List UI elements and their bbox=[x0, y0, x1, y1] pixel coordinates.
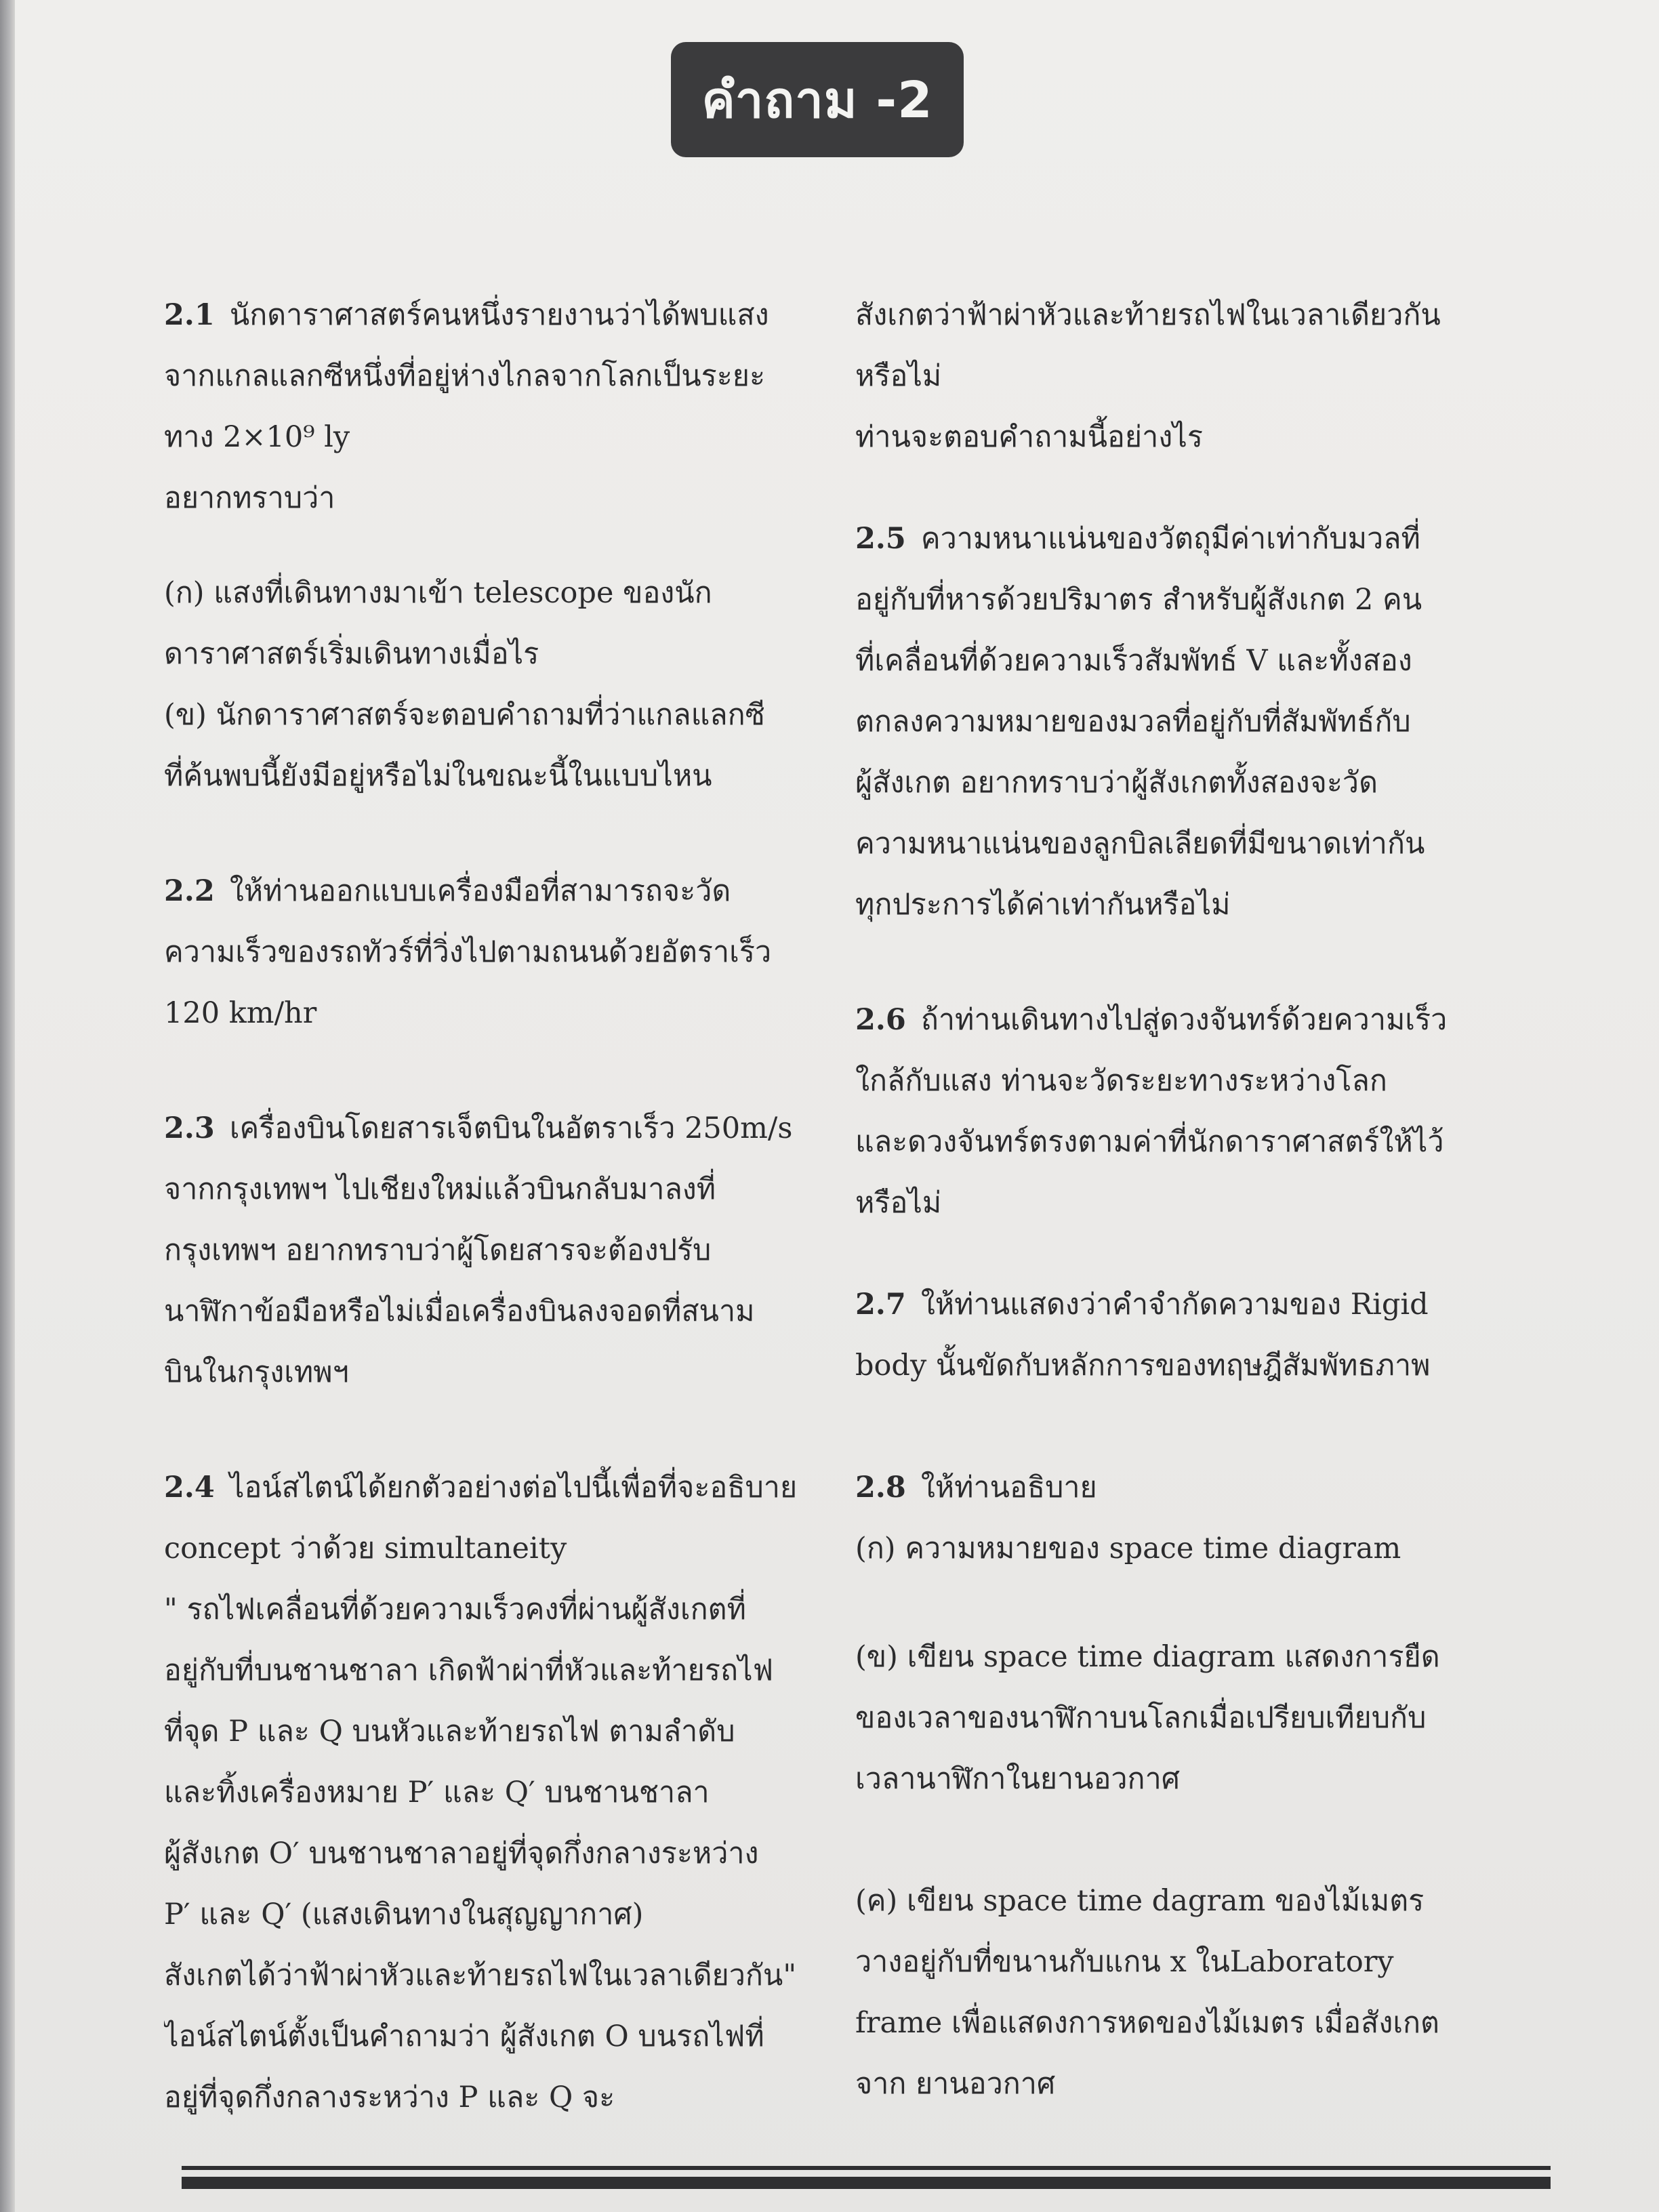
text-line bbox=[164, 346, 842, 407]
question-line bbox=[855, 1274, 1533, 1335]
text-line bbox=[855, 874, 1533, 935]
text-line bbox=[164, 1342, 842, 1403]
text-line bbox=[164, 1762, 842, 1823]
text-line bbox=[855, 285, 1533, 346]
line-text: (ค) เขียน space time dagram ของไม้เมตร bbox=[855, 1884, 1425, 1918]
line-text: ของเวลาของนาฬิกาบนโลกเมื่อเปรียบเทียบกับ bbox=[855, 1701, 1427, 1735]
line-text: กรุงเทพฯ อยากทราบว่าผู้โดยสารจะต้องปรับ bbox=[164, 1233, 712, 1267]
line-text: ท่านจะตอบคำถามนี้อย่างไร bbox=[855, 420, 1203, 454]
text-line bbox=[164, 623, 842, 684]
line-text: และดวงจันทร์ตรงตามค่าที่นักดาราศาสตร์ให้ไว้ bbox=[855, 1125, 1444, 1159]
question-line bbox=[164, 1457, 842, 1518]
question-number: 2.8 bbox=[855, 1471, 906, 1504]
line-text: P′ และ Q′ (แสงเดินทางในสุญญากาศ) bbox=[164, 1898, 644, 1931]
line-text: ตกลงความหมายของมวลที่อยู่กับที่สัมพัทธ์กับ bbox=[855, 705, 1411, 739]
line-text: หรือไม่ bbox=[855, 1186, 942, 1220]
line-text: อยากทราบว่า bbox=[164, 481, 335, 515]
question-line bbox=[164, 285, 842, 346]
text-line bbox=[164, 1701, 842, 1762]
line-text: เวลานาฬิกาในยานอวกาศ bbox=[855, 1762, 1181, 1796]
line-text: ที่จุด P และ Q บนหัวและท้ายรถไฟ ตามลำดับ bbox=[164, 1715, 735, 1748]
text-line bbox=[164, 745, 842, 806]
text-line bbox=[855, 1050, 1533, 1111]
text-line bbox=[164, 1281, 842, 1342]
text-line bbox=[855, 752, 1533, 813]
line-text: ไอน์สไตน์ได้ยกตัวอย่างต่อไปนี้เพื่อที่จะอธิบาย bbox=[229, 1471, 798, 1504]
text-line bbox=[855, 1992, 1533, 2053]
text-line bbox=[164, 1159, 842, 1220]
text-line bbox=[855, 1687, 1533, 1748]
text-line bbox=[855, 407, 1533, 468]
line-text: นาฬิกาข้อมือหรือไม่เมื่อเครื่องบินลงจอดที่สนาม bbox=[164, 1294, 755, 1328]
line-text: อยู่ที่จุดกึ่งกลางระหว่าง P และ Q จะ bbox=[164, 2081, 615, 2114]
line-text: จากกรุงเทพฯ ไปเชียงใหม่แล้วบินกลับมาลงที่ bbox=[164, 1172, 716, 1206]
line-text: 120 km/hr bbox=[164, 996, 317, 1030]
footer-rule-thick bbox=[182, 2177, 1551, 2189]
line-text: หรือไม่ bbox=[855, 359, 942, 393]
line-text: ถ้าท่านเดินทางไปสู่ดวงจันทร์ด้วยความเร็ว bbox=[920, 1003, 1448, 1037]
text-line bbox=[164, 922, 842, 983]
line-text: body นั้นขัดกับหลักการของทฤษฎีสัมพัทธภาพ bbox=[855, 1349, 1431, 1382]
line-text: และทิ้งเครื่องหมาย P′ และ Q′ บนชานชาลา bbox=[164, 1776, 710, 1809]
text-line bbox=[164, 684, 842, 745]
text-line bbox=[164, 468, 842, 529]
text-line bbox=[855, 1172, 1533, 1233]
text-line bbox=[855, 2053, 1533, 2114]
line-text: นักดาราศาสตร์คนหนึ่งรายงานว่าได้พบแสง bbox=[229, 298, 769, 332]
line-text: ความเร็วของรถทัวร์ที่วิ่งไปตามถนนด้วยอัตราเร็ว bbox=[164, 935, 772, 969]
line-text: ผู้สังเกต O′ บนชานชาลาอยู่ที่จุดกึ่งกลางระหว่าง bbox=[164, 1837, 759, 1870]
question-number: 2.2 bbox=[164, 874, 215, 908]
line-text: ทุกประการได้ค่าเท่ากันหรือไม่ bbox=[855, 888, 1231, 922]
text-line bbox=[164, 1640, 842, 1701]
question-number: 2.6 bbox=[855, 1003, 906, 1037]
question-number: 2.3 bbox=[164, 1111, 215, 1145]
line-text: ให้ท่านออกแบบเครื่องมือที่สามารถจะวัด bbox=[229, 874, 731, 908]
book-spine-shadow bbox=[0, 0, 15, 2212]
question-number: 2.4 bbox=[164, 1471, 215, 1504]
text-line bbox=[164, 1945, 842, 2006]
text-line bbox=[855, 691, 1533, 752]
line-text: ผู้สังเกต อยากทราบว่าผู้สังเกตทั้งสองจะวัด bbox=[855, 766, 1378, 800]
text-line bbox=[164, 1884, 842, 1945]
text-line bbox=[164, 1518, 842, 1579]
text-line bbox=[164, 1823, 842, 1884]
footer-rule-thin bbox=[182, 2166, 1551, 2170]
text-line bbox=[164, 1220, 842, 1281]
text-line bbox=[164, 2006, 842, 2067]
line-text: สังเกตได้ว่าฟ้าผ่าหัวและท้ายรถไฟในเวลาเดียวกัน" bbox=[164, 1959, 797, 1992]
text-line bbox=[855, 1870, 1533, 1931]
line-text: frame เพื่อแสดงการหดของไม้เมตร เมื่อสังเกต bbox=[855, 2006, 1439, 2040]
text-line bbox=[164, 562, 842, 623]
line-text: อยู่กับที่บนชานชาลา เกิดฟ้าผ่าที่หัวและท้ายรถไฟ bbox=[164, 1654, 774, 1687]
line-text: ทาง 2×10⁹ ly bbox=[164, 420, 350, 454]
line-text: ให้ท่านแสดงว่าคำจำกัดความของ Rigid bbox=[920, 1288, 1429, 1322]
line-text: บินในกรุงเทพฯ bbox=[164, 1355, 349, 1389]
text-line bbox=[855, 1748, 1533, 1809]
question-line bbox=[855, 1457, 1533, 1518]
line-text: (ข) เขียน space time diagram แสดงการยืด bbox=[855, 1640, 1440, 1674]
question-line bbox=[164, 1098, 842, 1159]
line-text: สังเกตว่าฟ้าผ่าหัวและท้ายรถไฟในเวลาเดียวกัน bbox=[855, 298, 1441, 332]
line-text: ความหนาแน่นของวัตถุมีค่าเท่ากับมวลที่ bbox=[920, 522, 1420, 556]
line-text: วางอยู่กับที่ขนานกับแกน x ในLaboratory bbox=[855, 1945, 1394, 1979]
question-line bbox=[855, 989, 1533, 1050]
line-text: ที่ค้นพบนี้ยังมีอยู่หรือไม่ในขณะนี้ในแบบไหน bbox=[164, 759, 712, 793]
text-line bbox=[855, 630, 1533, 691]
line-text: (ข) นักดาราศาสตร์จะตอบคำถามที่ว่าแกลแลกซี bbox=[164, 698, 765, 732]
text-line bbox=[855, 569, 1533, 630]
line-text: ให้ท่านอธิบาย bbox=[920, 1471, 1097, 1504]
line-text: เครื่องบินโดยสารเจ็ตบินในอัตราเร็ว 250m/s bbox=[229, 1111, 793, 1145]
text-line bbox=[855, 1518, 1533, 1579]
line-text: " รถไฟเคลื่อนที่ด้วยความเร็วคงที่ผ่านผู้สังเกตที่ bbox=[164, 1593, 746, 1626]
text-line bbox=[164, 2067, 842, 2128]
line-text: จากแกลแลกซีหนึ่งที่อยู่ห่างไกลจากโลกเป็นระยะ bbox=[164, 359, 766, 393]
line-text: ไอน์สไตน์ตั้งเป็นคำถามว่า ผู้สังเกต O บนรถไฟที่ bbox=[164, 2020, 764, 2053]
line-text: ที่เคลื่อนที่ด้วยความเร็วสัมพัทธ์ V และทั้งสอง bbox=[855, 644, 1412, 678]
line-text: จาก ยานอวกาศ bbox=[855, 2067, 1056, 2101]
question-line bbox=[855, 508, 1533, 569]
text-line bbox=[855, 1335, 1533, 1396]
line-text: concept ว่าด้วย simultaneity bbox=[164, 1532, 567, 1565]
question-number: 2.1 bbox=[164, 298, 215, 332]
question-number: 2.5 bbox=[855, 522, 906, 556]
text-line bbox=[164, 983, 842, 1044]
text-line bbox=[855, 1931, 1533, 1992]
question-line bbox=[164, 861, 842, 922]
text-line bbox=[164, 407, 842, 468]
text-line bbox=[855, 813, 1533, 874]
chapter-title: คำถาม -2 bbox=[701, 71, 933, 129]
line-text: อยู่กับที่หารด้วยปริมาตร สำหรับผู้สังเกต 2 คน bbox=[855, 583, 1422, 617]
text-line bbox=[855, 1626, 1533, 1687]
text-line bbox=[855, 346, 1533, 407]
line-text: ความหนาแน่นของลูกบิลเลียดที่มีขนาดเท่ากัน bbox=[855, 827, 1425, 861]
line-text: ดาราศาสตร์เริ่มเดินทางเมื่อไร bbox=[164, 637, 539, 671]
text-line bbox=[855, 1111, 1533, 1172]
line-text: (ก) ความหมายของ space time diagram bbox=[855, 1532, 1401, 1565]
text-line bbox=[164, 1579, 842, 1640]
line-text: (ก) แสงที่เดินทางมาเข้า telescope ของนัก bbox=[164, 576, 712, 610]
chapter-title-box bbox=[671, 42, 964, 157]
line-text: ใกล้กับแสง ท่านจะวัดระยะทางระหว่างโลก bbox=[855, 1064, 1387, 1098]
question-number: 2.7 bbox=[855, 1288, 906, 1322]
